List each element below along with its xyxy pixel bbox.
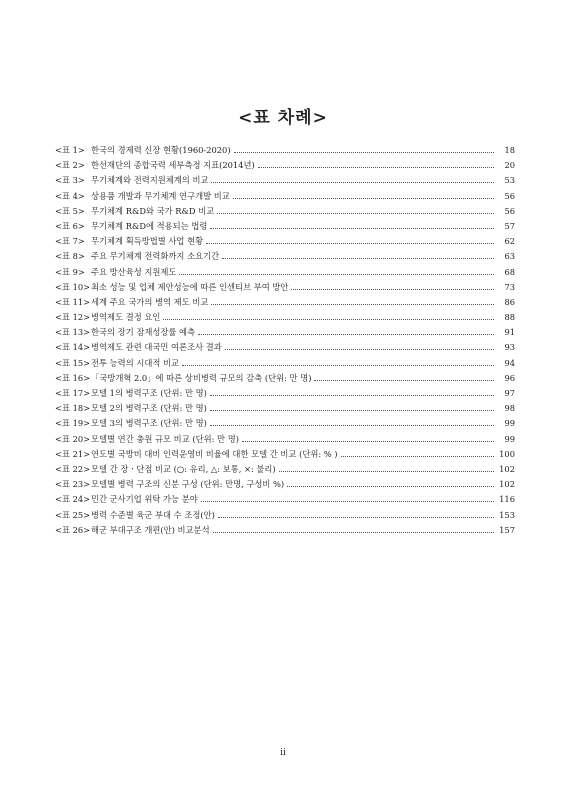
dot-leader [258,161,494,168]
toc-entry-title: 한국의 경제력 신장 현황(1960-2020) [91,145,231,155]
dot-leader [213,526,494,533]
toc-entry-page: 86 [504,296,515,307]
toc-entry-title: 한선재단의 종합국력 세부측정 지표(2014년) [91,160,255,171]
toc-entry-page: 18 [504,145,515,155]
toc-entry-title: 모델 3의 병력구조 (단위: 만 명) [91,418,207,429]
toc-entry-page: 100 [499,448,515,459]
toc-entry-page: 99 [504,433,515,444]
toc-entry-page: 102 [499,479,515,490]
table-of-contents [55,143,515,538]
toc-entry-label: <표 26> [55,524,91,535]
toc-entry-label: <표 21> [55,448,91,459]
toc-entry[interactable] [55,523,515,538]
toc-entry[interactable] [55,416,515,431]
toc-entry-page: 57 [504,220,515,231]
toc-entry-title: 무기체계와 전력지원체계의 비교 [91,175,209,186]
page-number: ii [280,748,286,758]
dot-leader [242,435,494,442]
toc-entry[interactable] [55,340,515,355]
toc-entry-page: 99 [504,418,515,429]
toc-entry-label: <표 24> [55,494,91,505]
toc-entry-title: 주요 무기체계 전력화까지 소요기간 [91,251,220,262]
toc-entry-label: <표 5> [55,205,85,216]
dot-leader [206,237,494,244]
dot-leader [217,207,494,214]
toc-entry-title: 「국방개혁 2.0」에 따른 상비병력 규모의 감축 (단위: 만 명) [91,372,312,383]
toc-entry-label: <표 20> [55,433,91,444]
toc-entry-page: 53 [504,175,515,186]
toc-entry-label: <표 8> [55,251,85,262]
toc-entry[interactable] [55,219,515,234]
toc-entry-page: 157 [499,524,515,535]
dot-leader [179,268,494,275]
toc-entry-label: <표 6> [55,220,85,231]
toc-entry-page: 68 [504,266,515,277]
toc-entry[interactable] [55,462,515,477]
toc-entry[interactable] [55,310,515,325]
toc-entry[interactable] [55,295,515,310]
toc-entry-label: <표 25> [55,509,91,520]
toc-entry-page: 98 [504,403,515,414]
toc-entry[interactable] [55,173,515,188]
toc-entry-page: 102 [499,463,515,474]
toc-entry-title: 무기체계 R&D와 국가 R&D 비교 [91,205,215,216]
dot-leader [201,495,494,502]
toc-entry-label: <표 3> [55,175,85,186]
toc-entry[interactable] [55,249,515,264]
toc-entry-page: 96 [504,372,515,383]
toc-entry-title: 병역제도 관련 대국민 여론조사 결과 [91,342,222,353]
toc-entry-label: <표 14> [55,342,91,353]
toc-entry[interactable] [55,143,515,158]
toc-entry[interactable] [55,234,515,249]
toc-entry[interactable] [55,492,515,507]
dot-leader [210,419,494,426]
dot-leader [222,252,494,259]
toc-entry[interactable] [55,447,515,462]
toc-entry-title: 주요 방산육성 지원제도 [91,266,177,277]
toc-entry-page: 116 [499,494,515,505]
toc-entry[interactable] [55,477,515,492]
toc-entry[interactable] [55,401,515,416]
toc-entry[interactable] [55,265,515,280]
toc-entry[interactable] [55,189,515,204]
toc-entry-label: <표 7> [55,236,85,247]
dot-leader [198,328,494,335]
toc-entry-label: <표 19> [55,418,91,429]
toc-entry-title: 해군 부대구조 개편(안) 비교분석 [91,524,210,535]
page-title: <표 차례> [238,108,328,128]
dot-leader [210,222,494,229]
toc-entry-page: 91 [504,327,515,338]
toc-entry[interactable] [55,158,515,173]
toc-entry-title: 모델 1의 병력구조 (단위: 만 명) [91,388,207,398]
dot-leader [225,343,494,350]
dot-leader [211,176,494,183]
toc-entry-title: 모델별 병력 구조의 신분 구성 (단위: 만명, 구성비 %) [91,479,285,490]
toc-entry-page: 73 [504,281,515,292]
toc-entry-title: 무기체계 R&D에 적용되는 법령 [91,220,208,231]
toc-entry[interactable] [55,508,515,523]
toc-entry-label: <표 23> [55,479,91,490]
toc-entry[interactable] [55,386,515,401]
dot-leader [211,298,494,305]
toc-entry[interactable] [55,280,515,295]
toc-entry-title: 세계 주요 국가의 병역 제도 비교 [91,296,209,307]
dot-leader [279,465,494,472]
toc-entry-title: 민간 군사기업 위탁 가능 분야 [91,494,198,505]
toc-entry-label: <표 12> [55,312,91,323]
dot-leader [291,283,494,290]
toc-entry-title: 병력 수준별 육군 부대 수 조정(안) [91,509,215,520]
toc-entry[interactable] [55,432,515,447]
toc-entry-title: 최소 성능 및 업체 제안성능에 따른 인센티브 부여 방안 [91,281,289,292]
toc-entry-label: <표 15> [55,357,91,368]
toc-entry[interactable] [55,204,515,219]
toc-entry-title: 병역제도 결정 요인 [91,312,161,323]
toc-entry-title: 연도별 국방비 대비 인력운영비 비율에 대한 모델 간 비교 (단위: % ) [91,448,338,459]
toc-entry-title: 상용품 개발과 무기체계 연구개발 비교 [91,190,230,201]
toc-entry-label: <표 13> [55,327,91,338]
toc-entry-title: 한국의 장기 잠재성장률 예측 [91,327,196,338]
dot-leader [210,389,494,396]
toc-entry-label: <표 4> [55,190,85,201]
dot-leader [163,313,494,320]
toc-entry-title: 무기체계 획득방법별 사업 현황 [91,236,204,247]
toc-entry-page: 63 [504,251,515,262]
toc-entry-label: <표 11> [55,296,91,307]
toc-entry[interactable] [55,356,515,371]
dot-leader [234,146,494,153]
toc-entry-label: <표 17> [55,388,91,398]
toc-entry-page: 88 [504,312,515,323]
dot-leader [182,359,494,366]
toc-entry-title: 전투 능력의 시대적 비교 [91,357,180,368]
toc-entry[interactable] [55,371,515,386]
toc-entry-label: <표 22> [55,463,91,474]
dot-leader [314,374,494,381]
toc-entry-page: 62 [504,236,515,247]
dot-leader [233,192,494,199]
dot-leader [287,480,494,487]
toc-entry-label: <표 18> [55,403,91,414]
toc-entry-title: 모델 간 장ㆍ단점 비교 (○: 유리, △: 보통, ×: 불리) [91,463,276,474]
toc-entry-page: 56 [504,190,515,201]
toc-entry-label: <표 9> [55,266,85,277]
toc-entry-page: 94 [504,357,515,368]
toc-entry-title: 모델별 연간 충원 규모 비교 (단위: 만 명) [91,433,239,444]
toc-entry[interactable] [55,325,515,340]
toc-entry-page: 56 [504,205,515,216]
dot-leader [341,450,494,457]
toc-entry-page: 93 [504,342,515,353]
toc-entry-label: <표 2> [55,160,85,171]
toc-entry-page: 153 [499,509,515,520]
dot-leader [218,511,494,518]
toc-entry-label: <표 10> [55,281,91,292]
dot-leader [210,404,494,411]
toc-entry-label: <표 16> [55,372,91,383]
toc-entry-page: 20 [504,160,515,171]
toc-entry-page: 97 [504,388,515,398]
toc-entry-label: <표 1> [55,145,85,155]
toc-entry-title: 모델 2의 병력구조 (단위: 만 명) [91,403,207,414]
